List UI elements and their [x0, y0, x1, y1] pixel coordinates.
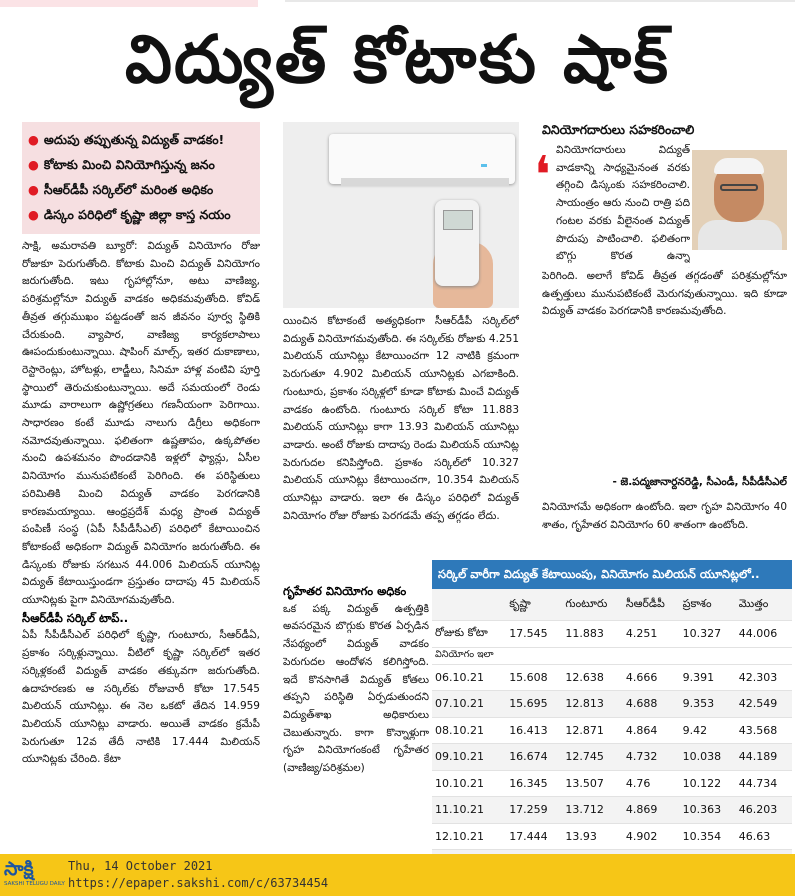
table-cell: 9.42 — [680, 717, 736, 744]
table-cell: 12.871 — [562, 717, 623, 744]
column-header — [432, 590, 506, 621]
article-paragraph: వినియోగమే అధికంగా ఉంటోంది. ఇలా గృహ వినియోగం 40 శాతం, గృహేతర వినియోగం 60 శాతంగా ఉంటోంది. — [542, 501, 787, 531]
highlight-item: ● డిస్కం పరిధిలో కృష్ణా జిల్లా కాస్త నయం — [28, 202, 254, 227]
table-row — [432, 691, 792, 718]
edition-date: Thu, 14 October 2021 — [68, 859, 213, 873]
table-cell: 12.813 — [562, 691, 623, 718]
table-cell: 42.549 — [736, 691, 792, 718]
table-cell: 9.353 — [680, 691, 736, 718]
table-cell: 4.688 — [623, 691, 680, 718]
table-cell: 10.10.21 — [432, 770, 506, 797]
table-cell: 07.10.21 — [432, 691, 506, 718]
headline: విద్యుత్ కోటాకు షాక్ — [125, 21, 670, 98]
table-cell: 08.10.21 — [432, 717, 506, 744]
table-cell: 15.695 — [506, 691, 562, 718]
logo-subtext: SAKSHI TELUGU DAILY — [4, 881, 65, 887]
table-cell: 44.189 — [736, 744, 792, 771]
table-cell: 9.391 — [680, 664, 736, 691]
quote-text-continued: పెరిగింది. అలాగే కోవిడ్ తీవ్రత తగ్గడంతో పరిశ్రమల్లోనూ ఉత్పత్తులు మునుపటికంటే మెరుగవుతున్నాయి. ఇది కూడా విద్యుత్ వాడకం పెరగడానికి కారణమవుతోంది. — [542, 269, 787, 318]
table-cell: 4.864 — [623, 717, 680, 744]
article-column-2-bottom — [283, 583, 429, 849]
table-cell: 4.76 — [623, 770, 680, 797]
highlight-item: ● అదుపు తప్పుతున్న విద్యుత్ వాడకం! — [28, 127, 254, 152]
highlights-box — [22, 122, 260, 234]
data-table — [432, 590, 792, 850]
table-cell: 13.507 — [562, 770, 623, 797]
section-row — [432, 647, 792, 664]
table-cell: 16.345 — [506, 770, 562, 797]
quota-row — [432, 621, 792, 648]
table-cell: 4.732 — [623, 744, 680, 771]
column-header: గుంటూరు — [562, 590, 623, 621]
article-column-1 — [22, 238, 260, 850]
table-cell: 13.93 — [562, 823, 623, 850]
quote-text: వినియోగదారులు విద్యుత్ వాడకాన్ని సాధ్యమైనంత వరకు తగ్గించి డిస్కంకు సహకరించాలి. సాయంత్రం ఆరు నుంచి రాత్రి పది గంటల వరకు వీలైనంత విద్యుత్ పొదుపు పాటించాలి. ఫలితంగా బొగ్గు కొరత ఉన్నా — [556, 144, 690, 263]
table-title: సర్కిల్ వారీగా విద్యుత్ కేటాయింపు, వినియోగం మిలియన్ యూనిట్లలో.. — [432, 560, 792, 589]
table-cell: 44.006 — [736, 621, 792, 648]
table-cell: 17.444 — [506, 823, 562, 850]
table-cell: 11.10.21 — [432, 797, 506, 824]
table-cell: 17.259 — [506, 797, 562, 824]
table-row — [432, 717, 792, 744]
table-cell: 10.363 — [680, 797, 736, 824]
table-cell: 12.10.21 — [432, 823, 506, 850]
table-row — [432, 744, 792, 771]
table-cell: 15.608 — [506, 664, 562, 691]
allocation-table — [432, 560, 792, 860]
table-cell: 4.902 — [623, 823, 680, 850]
top-divider — [285, 0, 795, 2]
quote-title: వినియోగదారులు సహకరించాలి — [542, 122, 695, 137]
footer-bar — [0, 854, 795, 896]
subheading: సీఆర్‌డీపీ సర్కిల్ టాప్.. — [22, 610, 129, 625]
table-cell: 46.203 — [736, 797, 792, 824]
section-label: వినియోగం ఇలా — [432, 647, 792, 664]
table-cell: 10.354 — [680, 823, 736, 850]
table-cell: 43.568 — [736, 717, 792, 744]
column-header: ప్రకాశం — [680, 590, 736, 621]
table-cell: 09.10.21 — [432, 744, 506, 771]
table-row — [432, 770, 792, 797]
top-color-strip — [0, 0, 258, 7]
quote-mark-icon: ❛ — [534, 146, 551, 206]
table-cell: 10.038 — [680, 744, 736, 771]
quote-text-upper — [556, 142, 690, 268]
article-paragraph: సాక్షి, అమరావతి బ్యూరో: విద్యుత్ వినియోగం రోజు రోజుకూ పెరుగుతోంది. కోటాకు మించి విద్యుత్ వినియోగం జరుగుతోంది. ఇటు గృహాల్లోనూ, అటు వాణిజ్య, పరిశ్రమల్లోనూ విద్యుత్ వాడకం అధికమవుతోంది. కోవిడ్ తీవ్రత తగ్గుముఖం పట్టడంతో జన జీవనం పూర్వ స్థితికి చేరుకుంది. వ్యాపార, వాణిజ్య కార్యకలాపాలు ఊపందుకుంటున్నాయి. షాపింగ్ మాల్స్, ఇతర దుకాణాలు, రెస్టారెంట్లు, హోటళ్లు, లాడ్జీలు, సినిమా హాళ్ల వంటివి పూర్తి స్థాయిలో తెరుచుకుంటున్నాయి. అదే సమయంలో రెండు మూడు వారాలుగా ఉష్ణోగ్రతలు గణనీయంగా పెరిగాయి. సాధారణం కంటే మూడు నాలుగు డిగ్రీలు అధికంగా నమోదవుతున్నాయి. ఫలితంగా ఉష్ణతాపం, ఉక్కపోతల నుంచి ఉపశమనం పొందడానికి ఇళ్లలో ఫ్యాన్లు, ఏసీల వినియోగం మునుపటికంటే పెరిగింది. ఈ పరిస్థితులు పరిమితికి మించి విద్యుత్ వాడకం పెరగడానికి కారణమయ్యాయి. ఆంధ్రప్రదేశ్ మధ్య ప్రాంత విద్యుత్ పంపిణీ సంస్థ (ఏపీ సీపీడీసీఎల్) పరిధిలో కేటాయించిన కోటాకంటే అధికంగా విద్యుత్ వినియోగం జరుగుతోంది. ఈ డిస్కంకు రోజుకు సగటున 44.006 మిలియన్ యూనిట్ల విద్యుత్ కేటాయిస్తుండగా ప్రస్తుతం దాదాపు 45 మిలియన్ యూనిట్లకు పైగా వినియోగమవుతోంది. — [22, 240, 260, 607]
table-cell: 4.869 — [623, 797, 680, 824]
table-cell: 13.712 — [562, 797, 623, 824]
table-cell: 10.327 — [680, 621, 736, 648]
article-paragraph: యించిన కోటాకంటే అత్యధికంగా సీఆర్‌డీపీ సర్కిల్‌లో విద్యుత్ వినియోగమవుతోంది. ఈ సర్కిల్‌కు రోజుకు 4.251 మిలియన్ యూనిట్లు కేటాయించగా 12 నాటికి క్రమంగా పెరుగుతూ 4.902 మిలియన్ యూనిట్లకు ఎగబాకింది. గుంటూరు, ప్రకాశం సర్కిళ్లలో కూడా కోటాకు మించే విద్యుత్ వాడకం ఉంటోంది. గుంటూరు సర్కిల్ కోటా 11.883 మిలియన్ యూనిట్లు కాగా 13.93 మిలియన్ యూనిట్లు వాడారు. అంటే రోజుకు దాదాపు రెండు మిలియన్ యూనిట్ల పెరుగుదల కనిపిస్తోంది. ప్రకాశం సర్కిల్‌లో 10.327 మిలియన్ యూనిట్లు కేటాయించగా, 10.354 మిలియన్ యూనిట్లు వాడారు. ఇలా ఈ డిస్కం పరిధిలో విద్యుత్ వినియోగం రోజు రోజుకు పెరగడమే తప్ప తగ్గడం లేదు. — [283, 315, 519, 522]
quote-text-lower — [542, 268, 787, 474]
column-header: కృష్ణా — [506, 590, 562, 621]
quote-signature: - జె.పద్మజానార్దనరెడ్డి, సీఎండీ, సీపీడీసీఎల్ — [612, 476, 787, 488]
article-paragraph: ఒక పక్క విద్యుత్ ఉత్పత్తికి అవసరమైన బొగ్గుకు కొరత ఏర్పడిన నేపథ్యంలో విద్యుత్ వాడకం పెరుగుదల ఆందోళన కలిగిస్తోంది. ఇదే కొనసాగితే విద్యుత్ కోతలు తప్పని పరిస్థితి ఏర్పడుతుందని విద్యుత్‌శాఖ అధికారులు చెబుతున్నారు. కాగా కొన్నాళ్లుగా గృహ వినియోగంకంటే గృహేతర (వాణిజ్య/పరిశ్రమల) — [283, 602, 429, 775]
article-column-3 — [542, 499, 787, 553]
table-cell: 16.674 — [506, 744, 562, 771]
subheading: గృహేతర వినియోగం అధికం — [283, 584, 407, 598]
table-cell: 12.638 — [562, 664, 623, 691]
table-header-row — [432, 590, 792, 621]
table-cell: 44.734 — [736, 770, 792, 797]
highlight-item: ● సీఆర్‌డీపీ సర్కిల్‌లో మరింత అధికం — [28, 177, 254, 202]
table-cell: 16.413 — [506, 717, 562, 744]
table-cell: 12.745 — [562, 744, 623, 771]
table-row — [432, 664, 792, 691]
remote-control-image — [435, 200, 479, 286]
table-row — [432, 823, 792, 850]
table-cell: 17.545 — [506, 621, 562, 648]
table-cell: 10.122 — [680, 770, 736, 797]
article-column-2-top — [283, 313, 519, 553]
column-header: మొత్తం — [736, 590, 792, 621]
table-cell: 4.666 — [623, 664, 680, 691]
sakshi-logo[interactable] — [4, 858, 65, 894]
highlight-item: ● కోటాకు మించి వినియోగిస్తున్న జనం — [28, 152, 254, 177]
ac-remote-photo — [283, 122, 519, 308]
column-header: సీఆర్‌డీపీ — [623, 590, 680, 621]
official-photo — [692, 150, 787, 250]
logo-text: సాక్షి — [4, 858, 34, 880]
table-cell: 46.63 — [736, 823, 792, 850]
article-paragraph: ఏపీ సీపీడీసీఎల్ పరిధిలో కృష్ణా, గుంటూరు, సీఆర్‌డీఏ, ప్రకాశం సర్కిళ్లున్నాయి. వీటిలో కృష్ణా సర్కిల్‌లో ఇతర సర్కిళ్లకంటే విద్యుత్ వాడకం తక్కువగా జరుగుతోంది. ఉదాహరణకు ఆ సర్కిల్‌కు రోజువారీ కోటా 17.545 మిలియన్ యూనిట్లు. ఈ నెల ఒకటో తేదిన 14.959 మిలియన్ యూనిట్లు వాడారు. అయితే వాడకం క్రమేపీ పెరుగుతూ 12వ తేదీ నాటికి 17.444 మిలియన్ యూనిట్లకు చేరింది. కేటా — [22, 629, 260, 766]
table-cell: 06.10.21 — [432, 664, 506, 691]
table-cell: 4.251 — [623, 621, 680, 648]
epaper-link[interactable]: https://epaper.sakshi.com/c/63734454 — [68, 876, 329, 890]
air-conditioner-image — [329, 134, 515, 184]
table-cell: 11.883 — [562, 621, 623, 648]
table-cell: 42.303 — [736, 664, 792, 691]
table-row — [432, 797, 792, 824]
table-cell: రోజుకు కోటా — [432, 621, 506, 648]
